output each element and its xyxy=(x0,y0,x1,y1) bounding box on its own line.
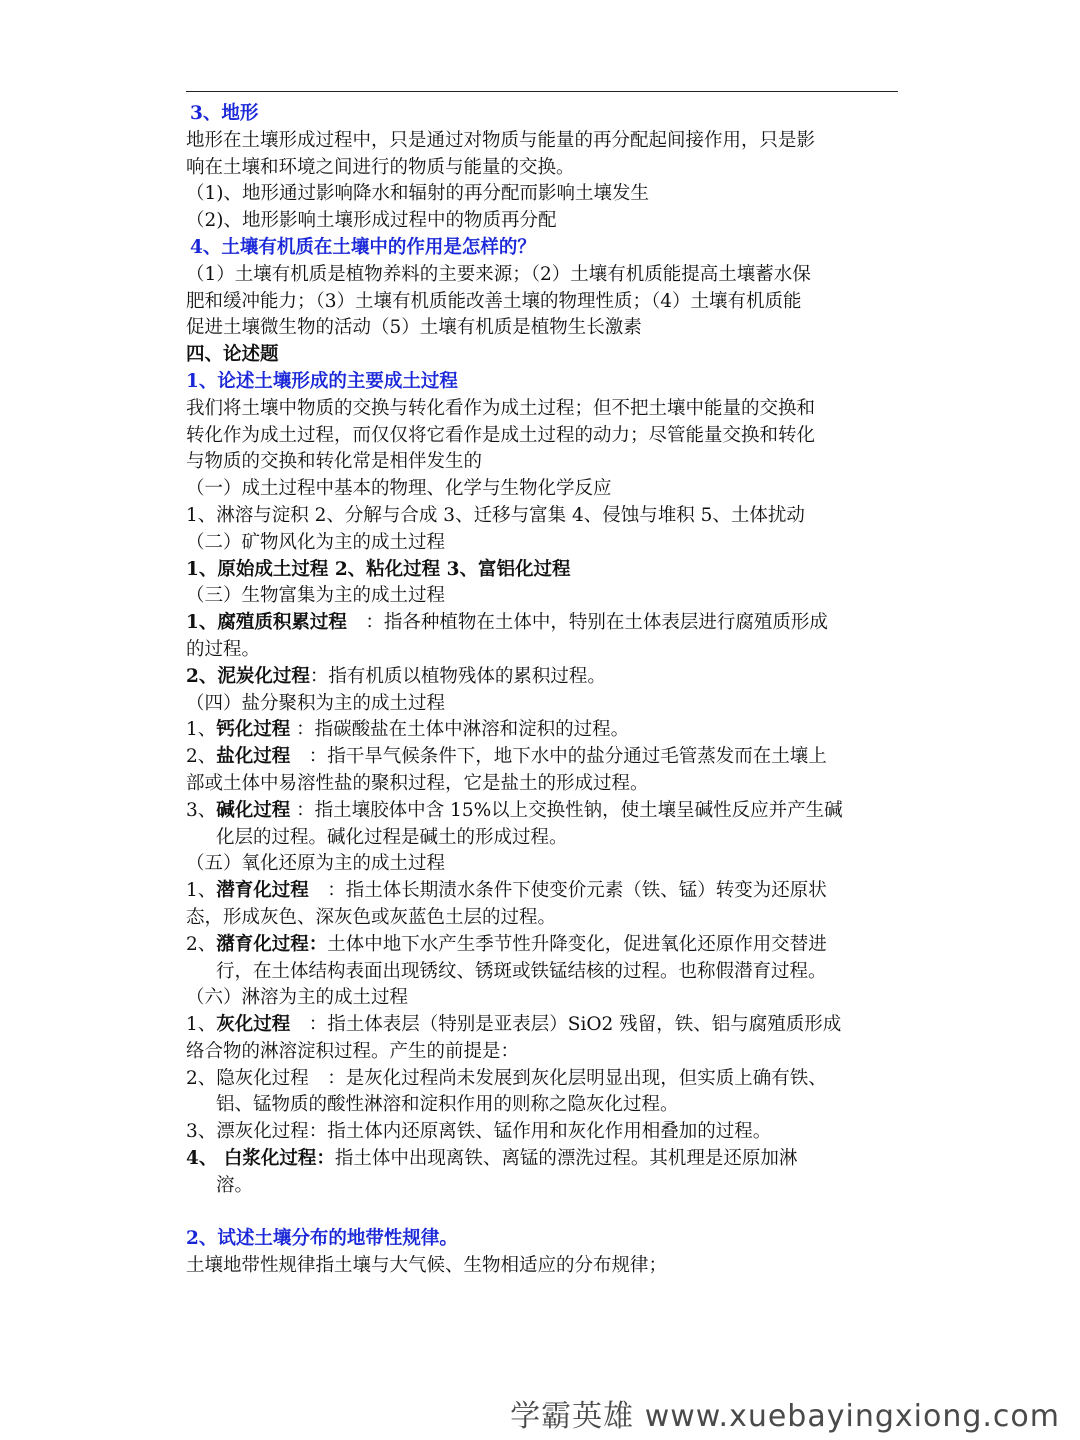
paragraph-line: 响在土壤和环境之间进行的物质与能量的交换。 xyxy=(186,156,575,178)
paragraph-line: 地形在土壤形成过程中，只是通过对物质与能量的再分配起间接作用，只是影 xyxy=(186,129,816,151)
list-item xyxy=(186,610,898,637)
spacer xyxy=(186,1200,898,1227)
section-heading: 1、论述土壤形成的主要成土过程 xyxy=(186,370,458,392)
subsection-title: （三）生物富集为主的成土过程 xyxy=(186,585,446,607)
header-rule xyxy=(186,91,898,92)
list-item xyxy=(186,717,898,744)
term: 灰化过程 xyxy=(216,1014,291,1036)
paragraph-line: 促进土壤微生物的活动（5）土壤有机质是植物生长激素 xyxy=(186,317,642,339)
list-item xyxy=(186,664,898,691)
paragraph-line: 络合物的淋溶淀积过程。产生的前提是： xyxy=(186,1040,520,1062)
subsection-title: （六）淋溶为主的成土过程 xyxy=(186,987,409,1009)
list-item xyxy=(186,1146,898,1173)
list-item xyxy=(186,932,898,959)
document-body xyxy=(186,101,898,1280)
list-item: （1)、地形通过影响降水和辐射的再分配而影响土壤发生 xyxy=(186,183,649,205)
paragraph-line: 溶。 xyxy=(216,1174,254,1196)
term: 钙化过程 xyxy=(216,719,291,741)
list-item xyxy=(186,878,898,905)
definition: ：指有机质以植物残体的累积过程。 xyxy=(309,665,606,687)
paragraph-line: 与物质的交换和转化常是相伴发生的 xyxy=(186,451,483,473)
definition: 指土体中出现离铁、离锰的漂洗过程。其机理是还原加淋 xyxy=(334,1148,798,1170)
paragraph-line: 肥和缓冲能力；（3）土壤有机质能改善土壤的物理性质；（4）土壤有机质能 xyxy=(186,290,802,312)
list-item xyxy=(186,1012,898,1039)
item-number: 2、 xyxy=(186,746,217,768)
item-number: 1、 xyxy=(186,1014,217,1036)
list-item xyxy=(186,744,898,771)
subsection-title: （一）成土过程中基本的物理、化学与生物化学反应 xyxy=(186,478,612,500)
definition: ：指土壤胶体中含 15%以上交换性钠，使土壤呈碱性反应并产生碱 xyxy=(290,799,843,821)
item-number: 1、 xyxy=(186,880,217,902)
definition: ：指土体长期渍水条件下使变价元素（铁、锰）转变为还原状 xyxy=(308,880,827,902)
paragraph-line: 态，形成灰色、深灰色或灰蓝色土层的过程。 xyxy=(186,906,557,928)
subsection-title: （二）矿物风化为主的成土过程 xyxy=(186,531,446,553)
section-heading: 2、试述土壤分布的地带性规律。 xyxy=(186,1228,458,1250)
paragraph-line: 的过程。 xyxy=(186,638,261,660)
term: 碱化过程 xyxy=(216,799,291,821)
term: 盐化过程 xyxy=(216,746,291,768)
definition: ：指土体表层（特别是亚表层）SiO2 残留，铁、铝与腐殖质形成 xyxy=(290,1014,842,1036)
paragraph-line: 转化作为成土过程，而仅仅将它看作是成土过程的动力；尽管能量交换和转化 xyxy=(186,424,816,446)
paragraph-line: 我们将土壤中物质的交换与转化看作为成土过程；但不把土壤中能量的交换和 xyxy=(186,397,816,419)
watermark-footer: 学霸英雄 www.xuebayingxiong.com xyxy=(510,1399,1060,1434)
list-item xyxy=(186,798,898,825)
item-number: 3、 xyxy=(186,799,217,821)
definition: ：指各种植物在土体中，特别在土体表层进行腐殖质形成 xyxy=(346,612,828,634)
item-number: 2、 xyxy=(186,933,217,955)
term: 潴育化过程： xyxy=(216,933,328,955)
list-item: 2、隐灰化过程 ：是灰化过程尚未发展到灰化层明显出现，但实质上确有铁、 xyxy=(186,1067,827,1089)
list-item: 1、淋溶与淀积 2、分解与合成 3、迁移与富集 4、侵蚀与堆积 5、土体扰动 xyxy=(186,504,805,526)
list-item: 3、漂灰化过程：指土体内还原离铁、锰作用和灰化作用相叠加的过程。 xyxy=(186,1121,772,1143)
subsection-title: （四）盐分聚积为主的成土过程 xyxy=(186,692,446,714)
list-item: （2)、地形影响土壤形成过程中的物质再分配 xyxy=(186,210,557,232)
paragraph-line: 土壤地带性规律指土壤与大气候、生物相适应的分布规律； xyxy=(186,1255,668,1277)
paragraph-line: 部或土体中易溶性盐的聚积过程，它是盐土的形成过程。 xyxy=(186,772,649,794)
term: 1、腐殖质积累过程 xyxy=(186,612,347,634)
subsection-title: （五）氧化还原为主的成土过程 xyxy=(186,853,446,875)
definition: 土体中地下水产生季节性升降变化，促进氧化还原作用交替进 xyxy=(327,933,827,955)
chapter-heading: 四、论述题 xyxy=(186,344,279,366)
list-item: 1、原始成土过程 2、粘化过程 3、富铝化过程 xyxy=(186,558,571,580)
paragraph-line: 铝、锰物质的酸性淋溶和淀积作用的则称之隐灰化过程。 xyxy=(216,1094,679,1116)
definition: ：指碳酸盐在土体中淋溶和淀积的过程。 xyxy=(290,719,630,741)
term: 2、泥炭化过程 xyxy=(186,665,310,687)
term: 4、 白浆化过程： xyxy=(186,1148,335,1170)
section-heading: 4、土壤有机质在土壤中的作用是怎样的？ xyxy=(190,236,536,258)
section-heading: 3、地形 xyxy=(190,103,259,124)
term: 潜育化过程 xyxy=(216,880,309,902)
paragraph-line: （1）土壤有机质是植物养料的主要来源；（2）土壤有机质能提高土壤蓄水保 xyxy=(186,263,811,285)
paragraph-line: 行，在土体结构表面出现锈纹、锈斑或铁锰结核的过程。也称假潜育过程。 xyxy=(216,960,827,982)
item-number: 1、 xyxy=(186,719,217,741)
definition: ：指干旱气候条件下，地下水中的盐分通过毛管蒸发而在土壤上 xyxy=(290,746,827,768)
paragraph-line: 化层的过程。碱化过程是碱土的形成过程。 xyxy=(216,826,568,848)
